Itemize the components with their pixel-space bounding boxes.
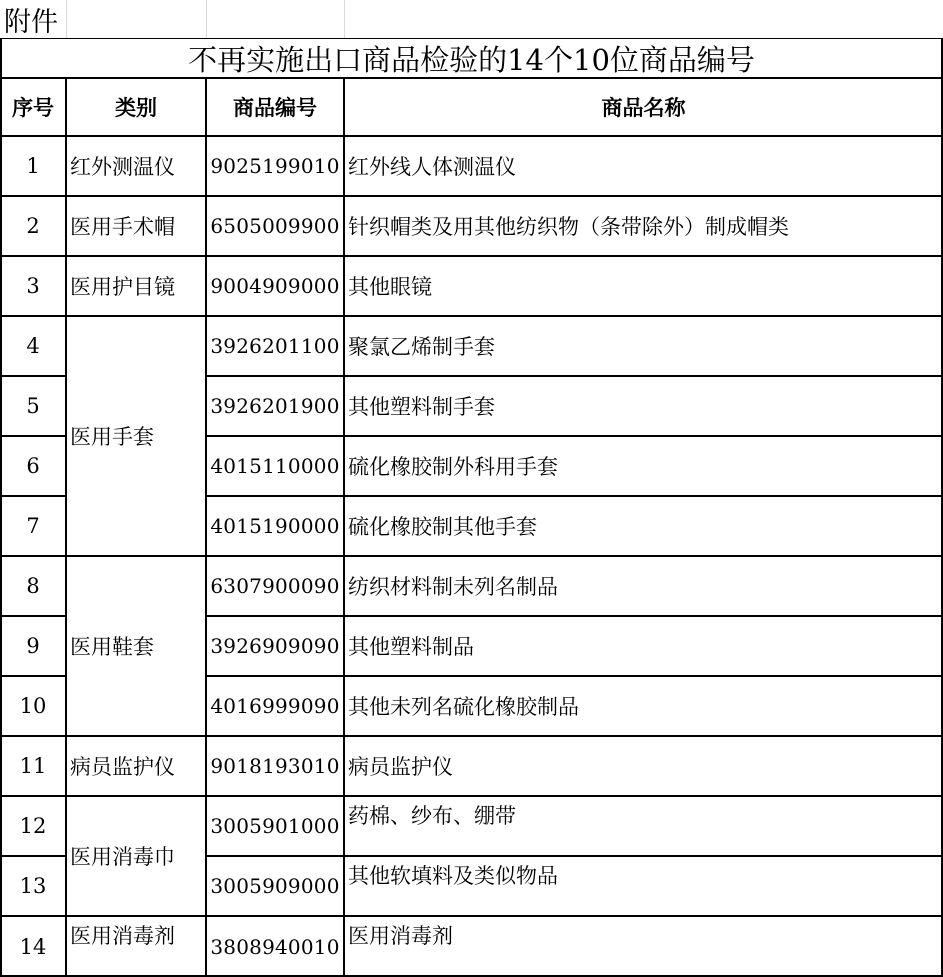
- header-category: 类别: [115, 96, 157, 120]
- row-border: [206, 495, 943, 497]
- row-number: 9: [26, 634, 40, 658]
- row-border: [0, 855, 66, 857]
- product-name: 其他塑料制品: [348, 635, 474, 659]
- product-name: 药棉、纱布、绷带: [348, 804, 516, 828]
- row-number: 6: [26, 454, 40, 478]
- product-name: 病员监护仪: [348, 755, 453, 779]
- column-border: [343, 78, 345, 977]
- grid-line: [344, 0, 345, 38]
- row-border: [206, 435, 943, 437]
- row-number: 1: [26, 154, 40, 178]
- row-number: 13: [19, 874, 47, 898]
- header-no: 序号: [12, 96, 54, 120]
- row-border: [0, 495, 66, 497]
- category-cell: 医用消毒巾: [70, 845, 175, 869]
- row-number: 10: [19, 694, 47, 718]
- product-code: 6505009900: [210, 214, 340, 238]
- product-name: 其他眼镜: [348, 275, 432, 299]
- row-border: [206, 375, 943, 377]
- product-name: 聚氯乙烯制手套: [348, 335, 495, 359]
- product-code: 9004909000: [210, 274, 340, 298]
- row-number: 14: [19, 934, 47, 959]
- product-code: 3926201100: [210, 334, 340, 358]
- row-border: [0, 915, 943, 917]
- row-number: 3: [26, 274, 40, 298]
- header-name: 商品名称: [601, 96, 686, 120]
- row-number: 4: [26, 334, 40, 358]
- category-cell: 医用护目镜: [70, 275, 175, 299]
- table-left-border: [0, 38, 2, 977]
- column-border: [205, 78, 207, 977]
- category-cell: 医用手术帽: [70, 215, 175, 239]
- category-cell: 红外测温仪: [70, 155, 175, 179]
- product-name: 红外线人体测温仪: [348, 155, 516, 179]
- row-number: 2: [26, 214, 40, 238]
- row-border: [0, 675, 66, 677]
- row-border: [0, 135, 943, 137]
- row-border: [0, 795, 943, 797]
- row-number: 7: [26, 514, 40, 538]
- row-border: [0, 735, 943, 737]
- product-code: 9018193010: [210, 754, 340, 778]
- row-border: [0, 555, 943, 557]
- row-border: [0, 315, 943, 317]
- product-code: 9025199010: [210, 154, 340, 178]
- product-code: 3808940010: [210, 934, 340, 959]
- title-top-border: [0, 38, 943, 39]
- grid-line: [206, 0, 207, 38]
- row-number: 5: [26, 394, 40, 418]
- annex-label: 附件: [4, 6, 58, 38]
- product-name: 其他未列名硫化橡胶制品: [348, 695, 579, 719]
- category-cell: 医用消毒剂: [70, 924, 175, 948]
- row-border: [0, 255, 943, 257]
- product-name: 医用消毒剂: [348, 924, 453, 948]
- row-number: 11: [19, 754, 47, 778]
- row-border: [206, 855, 943, 857]
- product-code: 3926909090: [210, 634, 340, 658]
- row-border: [0, 375, 66, 377]
- product-name: 纺织材料制未列名制品: [348, 575, 558, 599]
- product-name: 其他软填料及类似物品: [348, 864, 558, 888]
- table-title: 不再实施出口商品检验的14个10位商品编号: [188, 42, 755, 77]
- row-border: [0, 195, 943, 197]
- row-border: [206, 675, 943, 677]
- product-code: 6307900090: [210, 574, 340, 598]
- row-border: [0, 435, 66, 437]
- product-name: 其他塑料制手套: [348, 395, 495, 419]
- product-code: 4015110000: [210, 454, 340, 478]
- category-cell: 医用手套: [70, 425, 154, 449]
- row-number: 12: [19, 814, 47, 838]
- category-cell: 病员监护仪: [70, 755, 175, 779]
- category-cell: 医用鞋套: [70, 635, 154, 659]
- product-name: 硫化橡胶制外科用手套: [348, 455, 558, 479]
- product-code: 3926201900: [210, 394, 340, 418]
- row-border: [206, 615, 943, 617]
- header-top-border: [0, 77, 943, 79]
- product-code: 4016999090: [210, 694, 340, 718]
- header-code: 商品编号: [233, 96, 317, 120]
- product-code: 4015190000: [210, 514, 340, 538]
- product-code: 3005901000: [210, 814, 340, 838]
- row-border: [0, 615, 66, 617]
- product-code: 3005909000: [210, 874, 340, 898]
- row-number: 8: [26, 574, 40, 598]
- product-name: 针织帽类及用其他纺织物（条带除外）制成帽类: [348, 215, 789, 239]
- column-border: [65, 78, 67, 977]
- product-name: 硫化橡胶制其他手套: [348, 515, 537, 539]
